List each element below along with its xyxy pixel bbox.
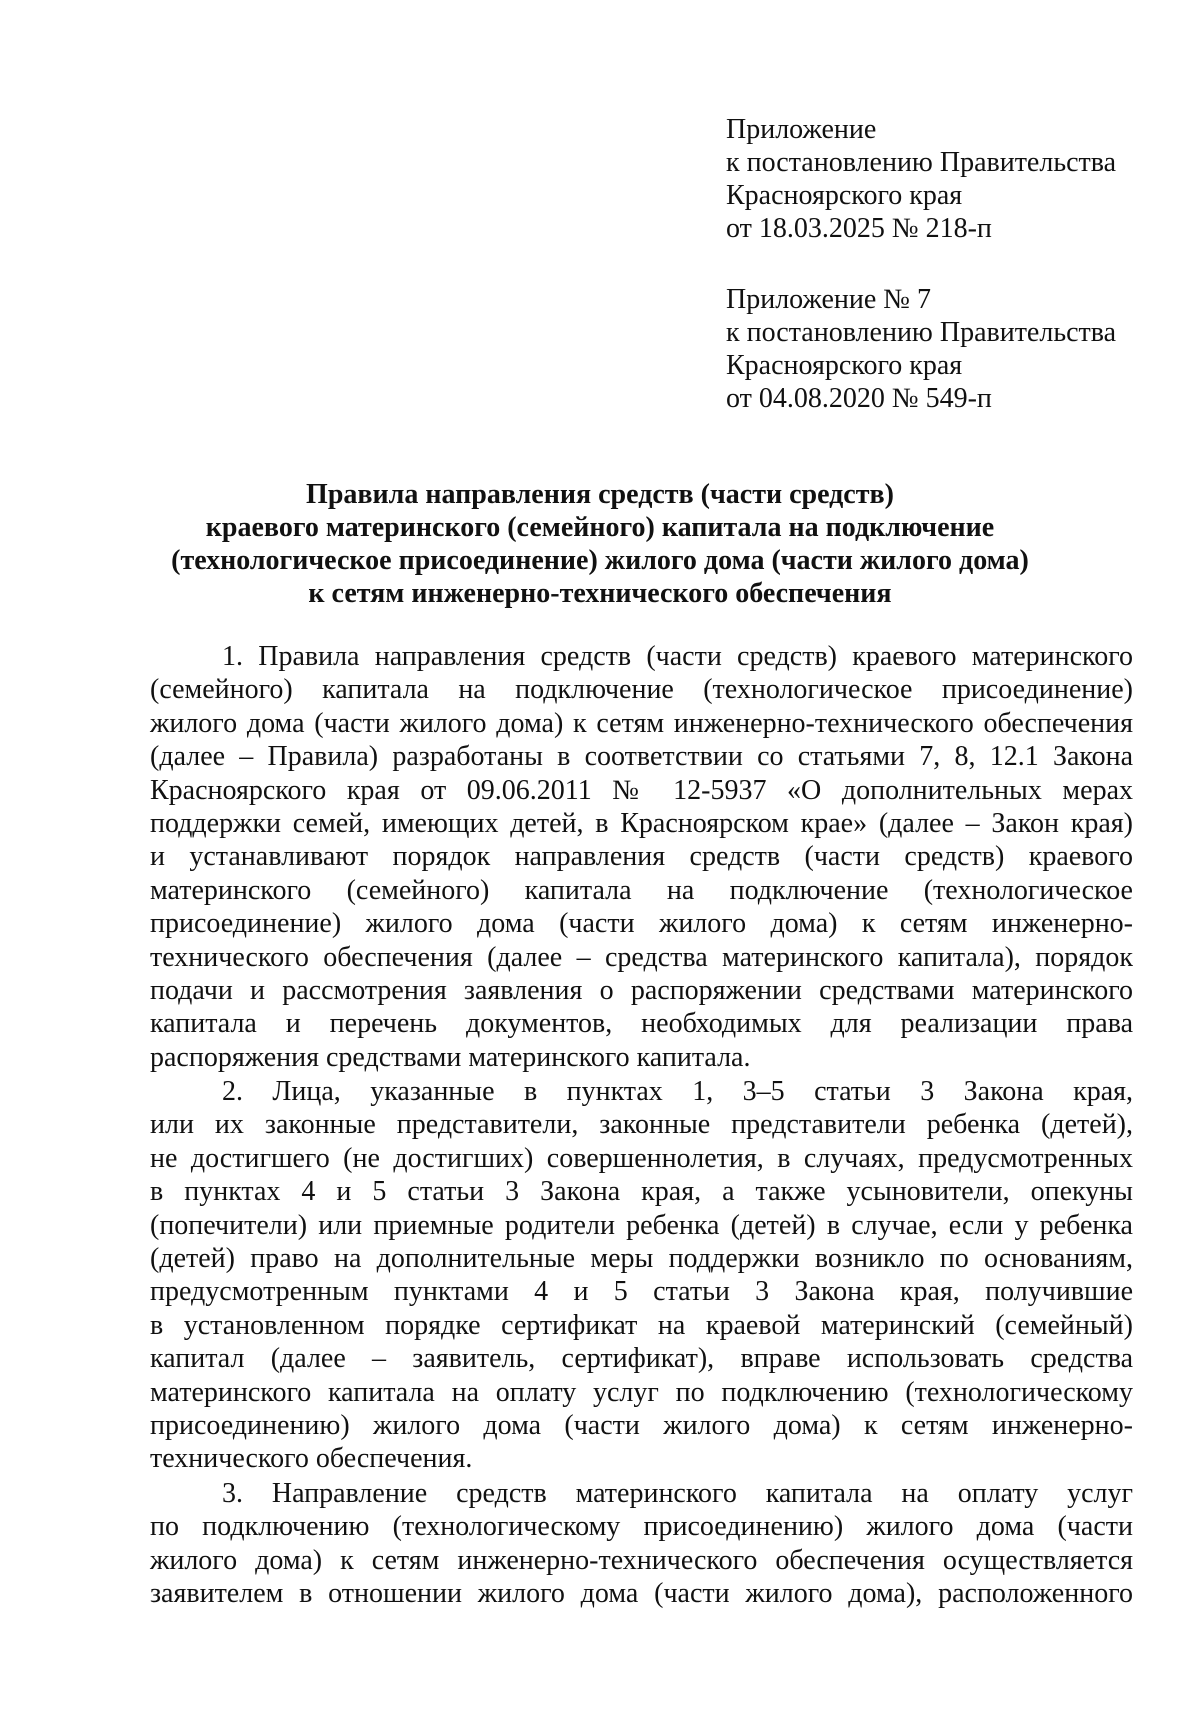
- title-line: (технологическое присоединение) жилого дома (части жилого дома): [171, 545, 1029, 576]
- paragraph-line: и устанавливают порядок направления средств (части средств) краевого: [150, 841, 1133, 873]
- appendix-line: Приложение № 7: [726, 284, 931, 315]
- paragraph-line: материнского капитала на оплату услуг по подключению (технологическому: [150, 1376, 1133, 1408]
- paragraph-line: (детей) право на дополнительные меры поддержки возникло по основаниям,: [150, 1242, 1133, 1274]
- appendix-line: Приложение: [726, 114, 877, 145]
- appendix-line: от 18.03.2025 № 218-п: [726, 213, 992, 244]
- appendix-line: от 04.08.2020 № 549-п: [726, 383, 992, 414]
- paragraph-line: 2. Лица, указанные в пунктах 1, 3–5 статьи 3 Закона края,: [222, 1076, 1133, 1107]
- paragraph-line: 3. Направление средств материнского капитала на оплату услуг: [222, 1478, 1133, 1509]
- paragraph-line: заявителем в отношении жилого дома (части жилого дома), расположенного: [150, 1578, 1133, 1610]
- paragraph-line: Красноярского края от 09.06.2011 № 12-5937 «О дополнительных мерах: [150, 774, 1133, 806]
- paragraph-line: капитал (далее – заявитель, сертификат), вправе использовать средства: [150, 1343, 1133, 1375]
- paragraph-line: подачи и рассмотрения заявления о распоряжении средствами материнского: [150, 974, 1133, 1006]
- paragraph-line: (попечители) или приемные родители ребенка (детей) в случае, если у ребенка: [150, 1209, 1133, 1241]
- title-line: к сетям инженерно-технического обеспечения: [308, 578, 892, 609]
- paragraph-1: [150, 640, 1133, 1074]
- paragraph-line: материнского (семейного) капитала на подключение (технологическое: [150, 874, 1133, 906]
- title-line: Правила направления средств (части средств): [306, 479, 894, 510]
- paragraph-line: в пунктах 4 и 5 статьи 3 Закона края, а также усыновители, опекуны: [150, 1176, 1133, 1208]
- appendix-line: Красноярского края: [726, 350, 963, 381]
- paragraph-line: в установленном порядке сертификат на краевой материнский (семейный): [150, 1309, 1133, 1341]
- paragraph-line: распоряжения средствами материнского капитала.: [150, 1041, 751, 1073]
- paragraph-line: (семейного) капитала на подключение (технологическое присоединение): [150, 674, 1133, 706]
- paragraph-line: присоединение) жилого дома (части жилого дома) к сетям инженерно-: [150, 908, 1133, 940]
- paragraph-line: не достигшего (не достигших) совершеннолетия, в случаях, предусмотренных: [150, 1142, 1133, 1174]
- appendix-line: к постановлению Правительства: [726, 317, 1117, 348]
- document-title: [150, 478, 1050, 610]
- paragraph-line: (далее – Правила) разработаны в соответствии со статьями 7, 8, 12.1 Закона: [150, 741, 1133, 773]
- paragraph-line: предусмотренным пунктами 4 и 5 статьи 3 Закона края, получившие: [150, 1276, 1133, 1308]
- appendix-original: [726, 283, 1116, 415]
- paragraph-line: технического обеспечения.: [150, 1443, 473, 1475]
- paragraph-line: жилого дома) к сетям инженерно-технического обеспечения осуществляется: [150, 1544, 1133, 1576]
- title-line: краевого материнского (семейного) капитала на подключение: [205, 512, 995, 543]
- paragraph-line: или их законные представители, законные представители ребенка (детей),: [150, 1109, 1133, 1141]
- appendix-line: Красноярского края: [726, 180, 963, 211]
- appendix-line: к постановлению Правительства: [726, 147, 1117, 178]
- appendix-current: [726, 113, 1116, 245]
- paragraph-line: жилого дома (части жилого дома) к сетям инженерно-технического обеспечения: [150, 707, 1133, 739]
- paragraph-2: [150, 1075, 1133, 1476]
- paragraph-line: присоединению) жилого дома (части жилого дома) к сетям инженерно-: [150, 1409, 1133, 1441]
- paragraph-line: капитала и перечень документов, необходимых для реализации права: [150, 1008, 1133, 1040]
- paragraph-line: по подключению (технологическому присоединению) жилого дома (части: [150, 1511, 1133, 1543]
- paragraph-line: 1. Правила направления средств (части средств) краевого материнского: [222, 641, 1133, 672]
- paragraph-line: поддержки семей, имеющих детей, в Красноярском крае» (далее – Закон края): [150, 807, 1133, 839]
- paragraph-line: технического обеспечения (далее – средства материнского капитала), порядок: [150, 941, 1133, 973]
- paragraph-3: [150, 1477, 1133, 1611]
